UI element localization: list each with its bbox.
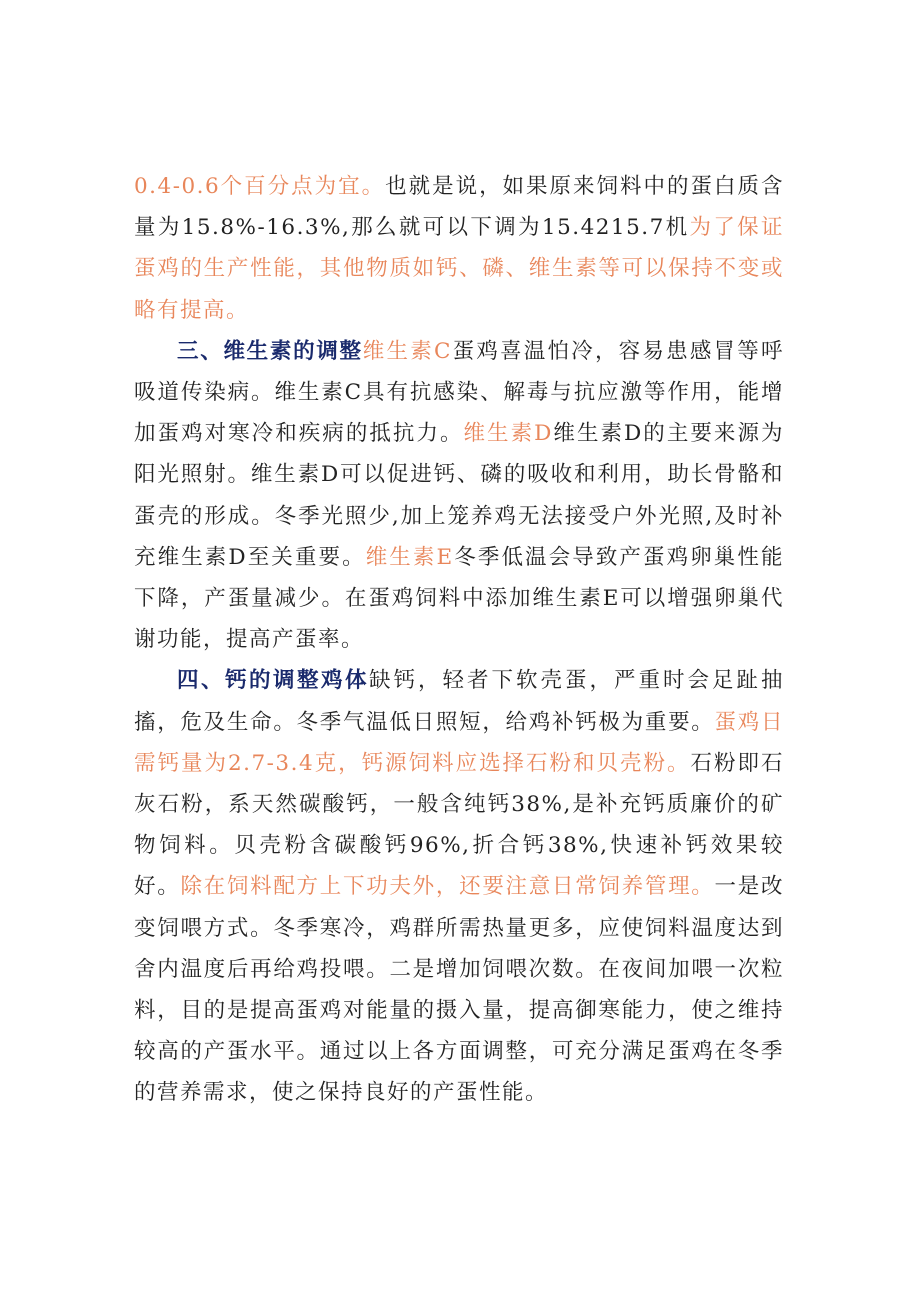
section-heading: 四、钙的调整鸡体: [177, 668, 369, 694]
section-heading: 三、维生素的调整: [177, 338, 363, 364]
body-text: 缺钙，轻者下软壳蛋，严重时会足趾抽搐，危及生命。冬季气温低日照短，给鸡补钙极为重要。: [134, 668, 784, 735]
highlighted-text: 0.4-0.6个百分点为宜。: [134, 174, 386, 199]
highlighted-text: 蛋鸡日需钙量为2.7-3.4克，钙源饲料应选择石粉和贝壳粉。: [134, 709, 784, 776]
highlighted-text: 除在饲料配方上下功夫外，还要注意日常饲养管理。: [180, 874, 715, 900]
body-text: 冬季低温会导致产蛋鸡卵巢性能下降，产蛋量减少。在蛋鸡饲料中添加维生素E可以增强卵巢代谢功能，提高产蛋率。: [134, 544, 784, 653]
document-body: [134, 166, 784, 1114]
body-text: 蛋鸡喜温怕冷，容易患感冒等呼吸道传染病。维生素C具有抗感染、解毒与抗应激等作用，能增加蛋鸡对寒冷和疾病的抵抗力。: [134, 338, 784, 447]
highlighted-text: 维生素D: [463, 421, 553, 447]
body-text: 维生素D的主要来源为阳光照射。维生素D可以促进钙、磷的吸收和利用，助长骨骼和蛋壳的形成。冬季光照少,加上笼养鸡无法接受户外光照,及时补充维生素D至关重要。: [134, 421, 784, 570]
highlighted-text: 为了保证蛋鸡的生产性能，其他物质如钙、磷、维生素等可以保持不变或略有提高。: [134, 215, 784, 323]
protein-paragraph-tail: [134, 166, 784, 331]
body-text: 石粉即石灰石粉，系天然碳酸钙，一般含纯钙38%,是补充钙质廉价的矿物饲料。贝壳粉含碳酸钙96%,折合钙38%,快速补钙效果较好。: [134, 750, 784, 900]
highlighted-text: 维生素C: [362, 338, 452, 364]
calcium-paragraph: [134, 660, 784, 1113]
body-text: 也就是说，如果原来饲料中的蛋白质含量为15.8%-16.3%,那么就可以下调为15.4215.7机: [134, 174, 784, 241]
body-text: 一是改变饲喂方式。冬季寒冷，鸡群所需热量更多，应使饲料温度达到舍内温度后再给鸡投喂。二是增加饲喂次数。在夜间加喂一次粒料，目的是提高蛋鸡对能量的摄入量，提高御寒能力，使之维持较高的产蛋水平。通过以上各方面调整，可充分满足蛋鸡在冬季的营养需求，使之保持良好的产蛋性能。: [134, 874, 784, 1106]
vitamin-paragraph: [134, 331, 784, 661]
highlighted-text: 维生素E: [365, 544, 454, 570]
